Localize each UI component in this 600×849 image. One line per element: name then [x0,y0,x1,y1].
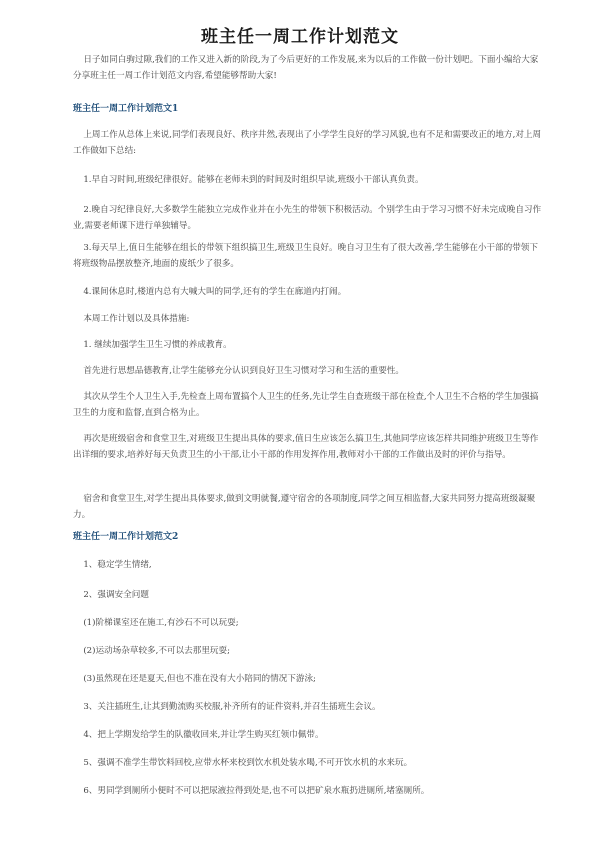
paragraph: 上周工作从总体上来说,同学们表现良好、秩序井然,表现出了小学学生良好的学习风貌,也有不足和需要改正的地方,对上周工作做如下总结: [73,130,542,156]
paragraph: 其次从学生个人卫生入手,先检查上周布置搞个人卫生的任务,先让学生自查班级干部在检查,个人卫生不合格的学生加强搞卫生的力度和监督,直到合格为止。 [73,392,539,418]
page-title: 班主任一周工作计划范文 [201,27,399,47]
paragraph: 本周工作计划以及具体措施: [83,314,190,324]
paragraph: 6、男同学到厕所小便时不可以把尿液拉得到处是,也不可以把矿泉水瓶扔进厕所,堵塞厕所。 [83,786,430,796]
paragraph: 3、关注插班生,让其到勤流购买校服,补齐所有的证件资料,并召生插班生会议。 [83,702,381,712]
section-heading-1: 班主任一周工作计划范文1 [73,104,179,114]
paragraph: 首先进行思想品德教育,让学生能够充分认识到良好卫生习惯对学习和生活的重要性。 [83,366,405,376]
section-heading-2: 班主任一周工作计划范文2 [73,532,179,542]
paragraph: 1. 继续加强学生卫生习惯的养成教育。 [83,340,232,350]
paragraph: 2、强调安全问题 [83,590,149,600]
paragraph: 宿舍和食堂卫生,对学生提出具体要求,做到文明就餐,遵守宿舍的各项制度,同学之间互相监督,大家共同努力提高班级凝聚力。 [73,494,536,520]
paragraph: 4.课间休息时,楼道内总有大喊大叫的同学,还有的学生在廊道内打闹。 [83,287,347,297]
paragraph: 5、强调不准学生带饮料回校,应带水杯来校到饮水机处装水喝,不可开饮水机的水来玩。 [83,758,413,768]
paragraph: (1)阶梯课室还在施工,有沙石不可以玩耍; [83,618,239,628]
intro-paragraph: 日子如同白驹过隙,我们的工作又进入新的阶段,为了今后更好的工作发展,来为以后的工作做一份计划吧。下面小编给大家分享班主任一周工作计划范文内容,希望能够帮助大家! [73,55,539,81]
paragraph: 2.晚自习纪律良好,大多数学生能独立完成作业并在小先生的带领下积极活动。个别学生由于学习习惯不好未完成晚自习作业,需要老师课下进行单独辅导。 [73,205,542,231]
paragraph: 1、稳定学生情绪, [83,560,152,570]
paragraph: 再次是班级宿舍和食堂卫生,对班级卫生提出具体的要求,值日生应该怎么搞卫生,其他同学应该怎样共同维护班级卫生等作出详细的要求,培养好每天负责卫生的小干部,让小干部的作用发挥作用,教师对小干部的工作做出及时的评价与指导。 [73,434,539,460]
paragraph: (3)虽然现在还是夏天,但也不准在没有大小陪同的情况下游泳; [83,674,316,684]
paragraph: 3.每天早上,值日生能够在组长的带领下组织搞卫生,班级卫生良好。晚自习卫生有了很大改善,学生能够在小干部的带领下将班级物品摆放整齐,地面的废纸少了很多。 [73,243,538,269]
paragraph: (2)运动场杂草较多,不可以去那里玩耍; [83,646,231,656]
paragraph: 4、把上学期发给学生的队徽收回来,并让学生购买红领巾佩带。 [83,730,324,740]
paragraph: 1.早自习时间,班级纪律很好。能够在老师未到的时间及时组织早读,班级小干部认真负责。 [83,175,424,185]
